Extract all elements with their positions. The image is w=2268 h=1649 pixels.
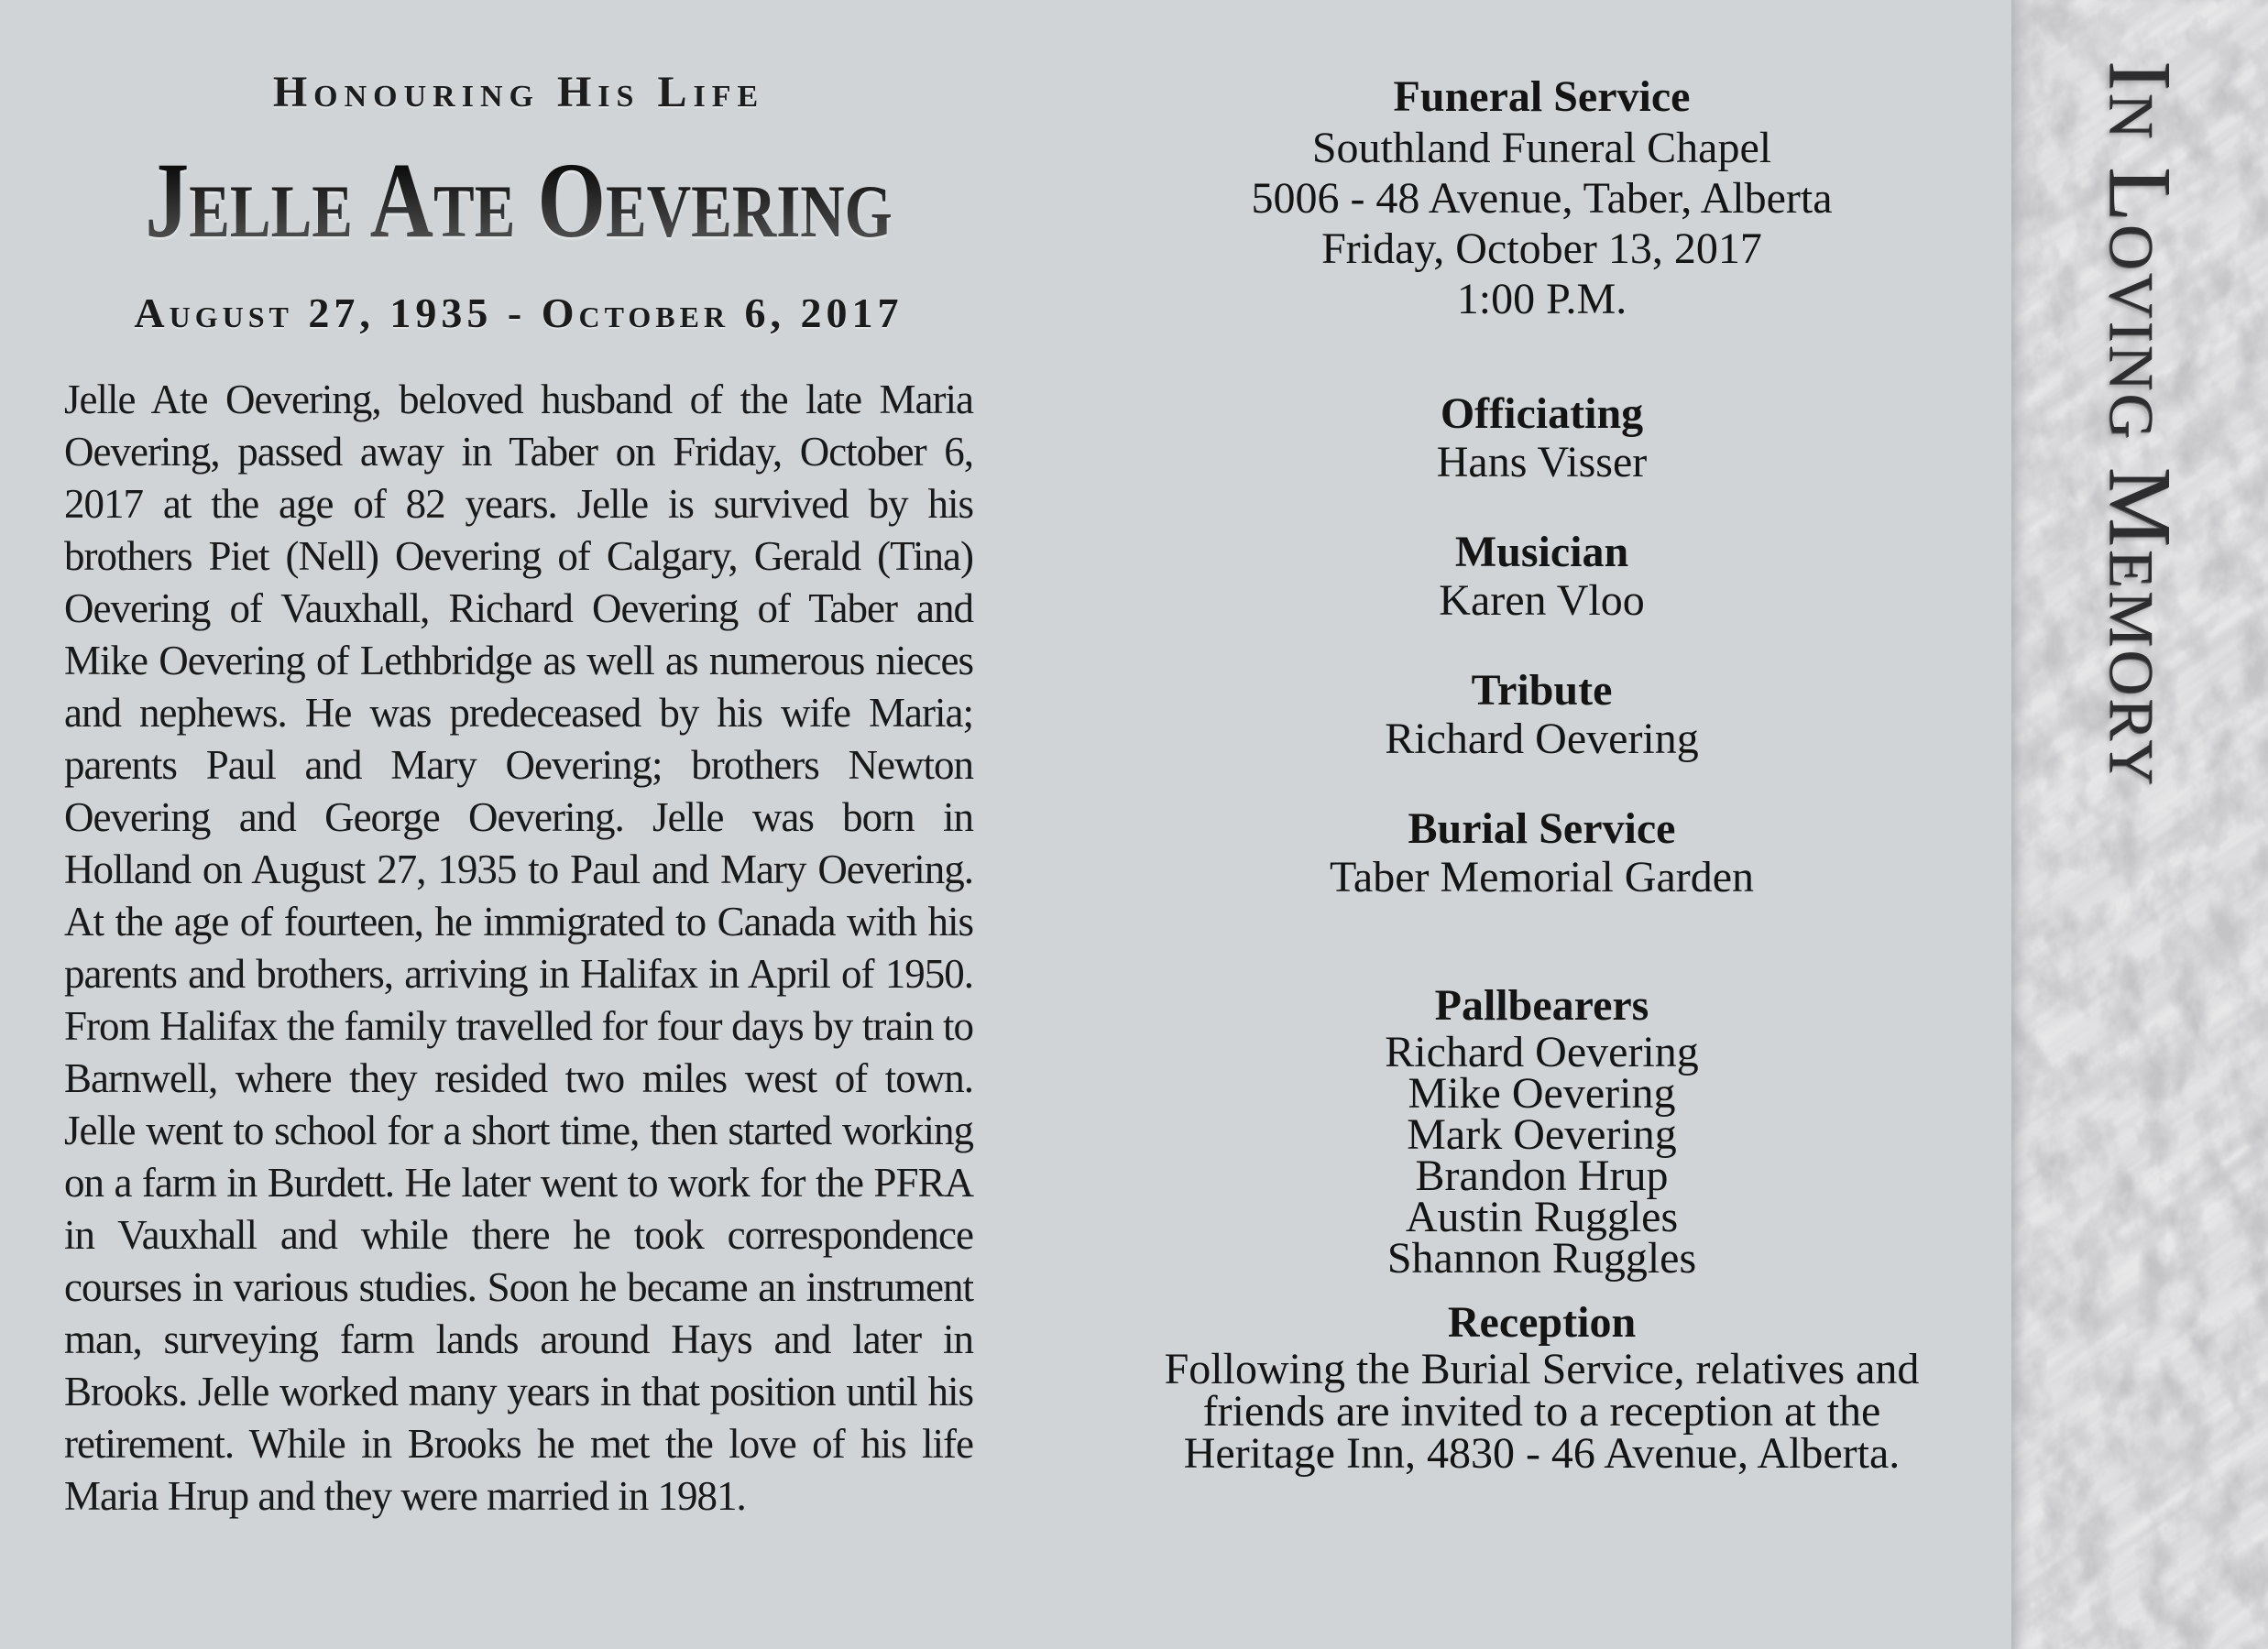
pallbearer-name: Richard Oevering [1385,1028,1699,1076]
funeral-service-heading: Funeral Service [1393,72,1691,121]
funeral-service-section [1132,71,1952,324]
tribute-heading: Tribute [1471,666,1613,715]
obituary-paragraph: Jelle Ate Oevering, beloved husband of the late Maria Oevering, passed away in Taber on Friday, October 6, 2017 at the age of 82 years. Jelle is survived by his brothers Piet (Nell) Oevering of Calgary, Gerald (Tina) Oevering of Vauxhall, Richard Oevering of Taber and Mike Oevering of Lethbridge as well as numerous nieces and nephews. He was predeceased by his wife Maria; parents Paul and Mary Oevering; brothers Newton Oevering and George Oevering. Jelle was born in Holland on August 27, 1935 to Paul and Mary Oevering. At the age of fourteen, he immigrated to Canada with his parents and brothers, arriving in Halifax in April of 1950. From Halifax the family travelled for four days by train to Barnwell, where they resided two miles west of town. Jelle went to school for a short time, then started working on a farm in Burdett. He later went to work for the PFRA in Vauxhall and while there he took correspondence courses in various studies. Soon he became an instrument man, surveying farm lands around Hays and later in Brooks. Jelle worked many years in that position until his retirement. While in Brooks he met the love of his life Maria Hrup and they were married in 1981. [64,377,973,1519]
musician-name: Karen Vloo [1439,576,1645,625]
musician-section [1132,527,1952,623]
pallbearer-name: Mike Oevering [1408,1069,1676,1118]
pallbearer-name: Shannon Ruggles [1386,1234,1697,1283]
in-loving-memory-text: In Loving Memory [2090,60,2189,789]
reception-heading: Reception [1447,1298,1637,1347]
reception-line: friends are invited to a reception at the [1202,1387,1881,1436]
reception-section [1132,1297,1952,1478]
tribute-section [1132,665,1952,761]
marble-spine [2011,0,2268,1649]
funeral-service-date: Friday, October 13, 2017 [1321,224,1762,273]
officiating-section [1132,388,1952,485]
service-details-column [1132,71,1952,1517]
funeral-service-venue: Southland Funeral Chapel [1311,124,1772,172]
officiating-heading: Officiating [1440,389,1644,438]
pallbearer-name: Mark Oevering [1407,1110,1677,1159]
musician-heading: Musician [1454,528,1629,576]
obituary-column [64,66,973,1523]
deceased-name-title [64,140,973,288]
officiating-name: Hans Visser [1436,438,1648,486]
pallbearer-name: Brandon Hrup [1415,1152,1669,1200]
honouring-heading: Honouring His Life [272,68,765,116]
reception-line: Following the Burial Service, relatives and [1164,1345,1920,1393]
pallbearer-name: Austin Ruggles [1405,1193,1679,1241]
burial-service-location: Taber Memorial Garden [1329,853,1755,901]
funeral-service-address: 5006 - 48 Avenue, Taber, Alberta [1251,174,1833,223]
burial-service-section [1132,803,1952,900]
pallbearers-section [1132,980,1952,1283]
pallbearers-heading: Pallbearers [1434,981,1649,1030]
tribute-name: Richard Oevering [1385,715,1699,763]
life-dates: August 27, 1935 - October 6, 2017 [134,289,904,336]
reception-line: Heritage Inn, 4830 - 46 Avenue, Alberta. [1183,1429,1901,1478]
burial-service-heading: Burial Service [1408,804,1676,853]
funeral-service-time: 1:00 P.M. [1456,275,1627,323]
deceased-name-text: Jelle Ate Oevering [145,129,893,272]
